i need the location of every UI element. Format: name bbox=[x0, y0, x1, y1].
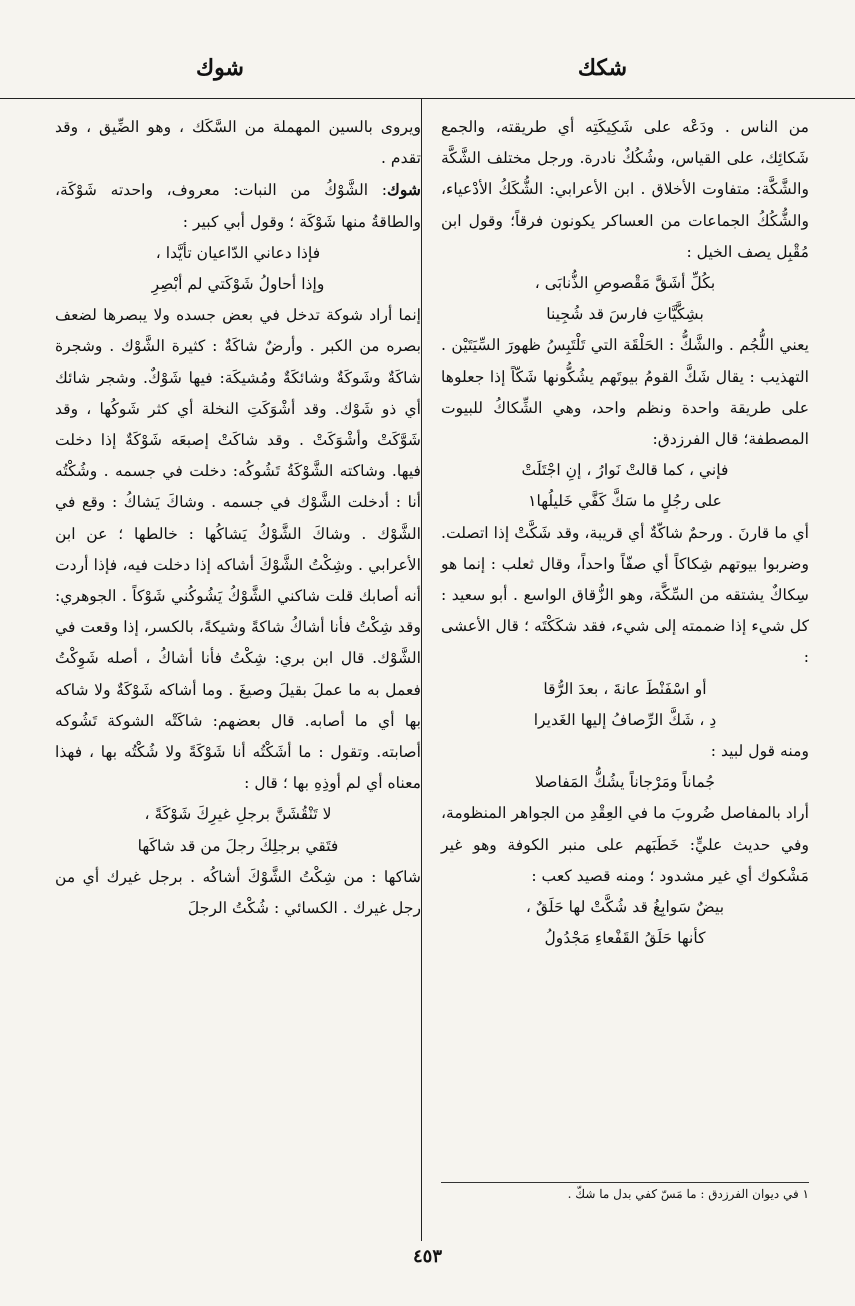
verse-line: فتَقي برجلِكَ رجلَ من قد شاكَها bbox=[137, 836, 339, 855]
right-column bbox=[441, 112, 809, 954]
verse-line: لا تَنْقُشَنَّ برجلِ غيرِكَ شَوْكَةً ، bbox=[144, 805, 332, 824]
verse-line: بكُلِّ أشَقَّ مَقْصوصِ الذُّنابَى ، bbox=[534, 274, 716, 293]
verse-line: فإني ، كما قالتْ نَوارُ ، إنِ اجْتَلَتْ bbox=[521, 461, 729, 480]
footnote: ١ في ديوان الفرزدق : ما مَسّ كفي بدل ما شكّ . bbox=[567, 1187, 809, 1201]
verse-line: وإذا أحاولُ شَوْكَتي لم أبْصِرِ bbox=[151, 275, 325, 294]
paragraph: يعني اللُّجُم . والشَّكُّ : الحَلْقَة التي تَلْتَبِسُ ظهورَ السِّيَتَيْن . التهذيب : يقال شَكَّ القومُ بيوتَهم يشُكُّونها شَكّاً إذا جعلوها على طريقة واحدة ونظم واحد، وهي الشِّكاكُ للبيوت المصطفة؛ قال الفرزدق: bbox=[441, 336, 809, 449]
paragraph: إنما أراد شوكة تدخل في بعض جسده ولا يبصرها لضعف بصره من الكبر . وأرضٌ شاكَةٌ : كثيرة الشَّوْك . وشجرة شاكَةٌ وشَوكَةٌ وشائكَةٌ ومُشيكَة: فيها شَوْكٌ. وشجر شائك أي ذو شَوْك. وقد أشْوَكَتِ النخلة أي كثر شَوكُها ، وقد شَوَّكَتْ وأشْوَكَتْ . وقد شاكَتْ إصبعَه شَوْكَةٌ إذا دخلت فيها. وشاكته الشَّوْكَةُ تَشُوكُه: دخلت في جسمه . وشُكْتُه أنا : أدخلت الشَّوْك في جسمه . وشاكَ يَشاكُ : وقع في الشَّوْك . وشاكَ الشَّوْكُ يَشاكُها : خالطها ؛ عن ابن الأعرابي . وشِكْتُ الشَّوْكَ أشاكه إذا دخلت فيه، فإذا أردت أنه أصابك قلت شاكني الشَّوْكُ يَشُوكُني شَوْكاً . الجوهري: وقد شِكْتُ فأنا أشاكُ شاكةً وشيكةً، بالكسر، إذا وقعت في الشَّوْك. قال ابن بري: شِكْتُ فأنا أشاكُ ، أصله شَوِكْتُ فعمل به ما عملَ بقيلَ وصيغَ . وما أشاكه شَوْكَةٌ ولا شاكه بها أي ما أصابه. قال بعضهم: شاكَتْه الشوكة تَشُوكه أصابته. وتقول : ما أشَكْتُه أنا شَوْكَةً ولا شُكْتُه بها ، فهذا معناه أي لم أوذِهِ بها ؛ قال : bbox=[55, 306, 421, 793]
verse-line: أو اسْفَنْطَ عانةَ ، بعدَ الرُّقا bbox=[543, 679, 707, 698]
verse-line: جُماناً ومَرْجاناً يشُكُّ المَفاصلا bbox=[534, 773, 715, 792]
verse-line: على رجُلٍ ما سَكَّ كَفَّي خَليلُها١ bbox=[528, 492, 722, 511]
entry-headword: شوك bbox=[387, 180, 421, 200]
dictionary-entry bbox=[55, 174, 421, 237]
paragraph: أراد بالمفاصل ضُروبَ ما في العِقْدِ من الجواهر المنظومة، وفي حديث عليٍّ: خَطَبَهم على منبر الكوفة وهو غير مَشْكوك أي غير مشدود ؛ ومنه قصيد كعب : bbox=[441, 804, 809, 885]
verse-line: كأنها حَلَقُ القَفْعاءِ مَجْدُولُ bbox=[544, 929, 706, 948]
verse-line: بشِكَّيَّاتِ فارسَ قد شُجِينا bbox=[546, 305, 704, 324]
verse-line: بيضٌ سَوابِغُ قد شُكَّتْ لها حَلَقٌ ، bbox=[525, 898, 725, 917]
entry-text: : الشَّوْكُ من النبات: معروف، واحدته شَوْكَة، والطاقةُ منها شَوْكَة ؛ وقول أبي كبير : bbox=[55, 181, 421, 231]
header-right-headword: شكك bbox=[577, 55, 627, 81]
header-rule bbox=[0, 98, 855, 99]
header-left-headword: شوك bbox=[196, 55, 244, 81]
page-number: ٤٥٣ bbox=[412, 1246, 442, 1267]
paragraph: ويروى بالسين المهملة من السَّكَك ، وهو الضِّيق ، وقد تقدم . bbox=[55, 118, 421, 168]
column-divider bbox=[421, 98, 422, 1241]
paragraph: شاكها : من شِكْتُ الشَّوْكَ أشاكُه . برجل غيرك أي من رجل غيرك . الكسائي : شُكْتُ الرجلَ bbox=[55, 867, 421, 918]
left-column bbox=[55, 112, 421, 924]
verse-line: دِ ، شَكَّ الرِّصافُ إليها الغَديرا bbox=[533, 710, 717, 729]
footnote-rule bbox=[441, 1182, 809, 1183]
verse-line: فإذا دعاني الدّاعيان تأيَّدا ، bbox=[155, 243, 321, 262]
paragraph: أي ما قارنَ . ورحمٌ شاكّةٌ أي قريبة، وقد شَكَّتْ إذا اتصلت. وضربوا بيوتهم شِكاكاً أي صفّاً واحداً، وقال ثعلب : إنما هو سِكاكٌ يشتقه من السِّكَّة، وهو الزُّقاق الواسع . أبو سعيد : كل شيء إذا ضممته إلى شيء، فقد شكَكْتَه ؛ قال الأعشى : bbox=[441, 523, 809, 667]
page-header bbox=[0, 55, 855, 95]
paragraph: ومنه قول لبيد : bbox=[710, 742, 809, 761]
paragraph: من الناس . ودَعْه على شَكِيكَتِه أي طريقته، والجمع شَكائِك، على القياس، وشُكُكٌ نادرة. ورجل مختلف الشَّكَّة والشَّكَّة: متفاوت الأخلاق . ابن الأعرابي: الشُّكَكُ الأدْعياء، والشُّكُكُ الجماعات من العساكر يكونون فرقاً؛ وقول ابن مُقْبِل يصف الخيل : bbox=[441, 118, 809, 261]
